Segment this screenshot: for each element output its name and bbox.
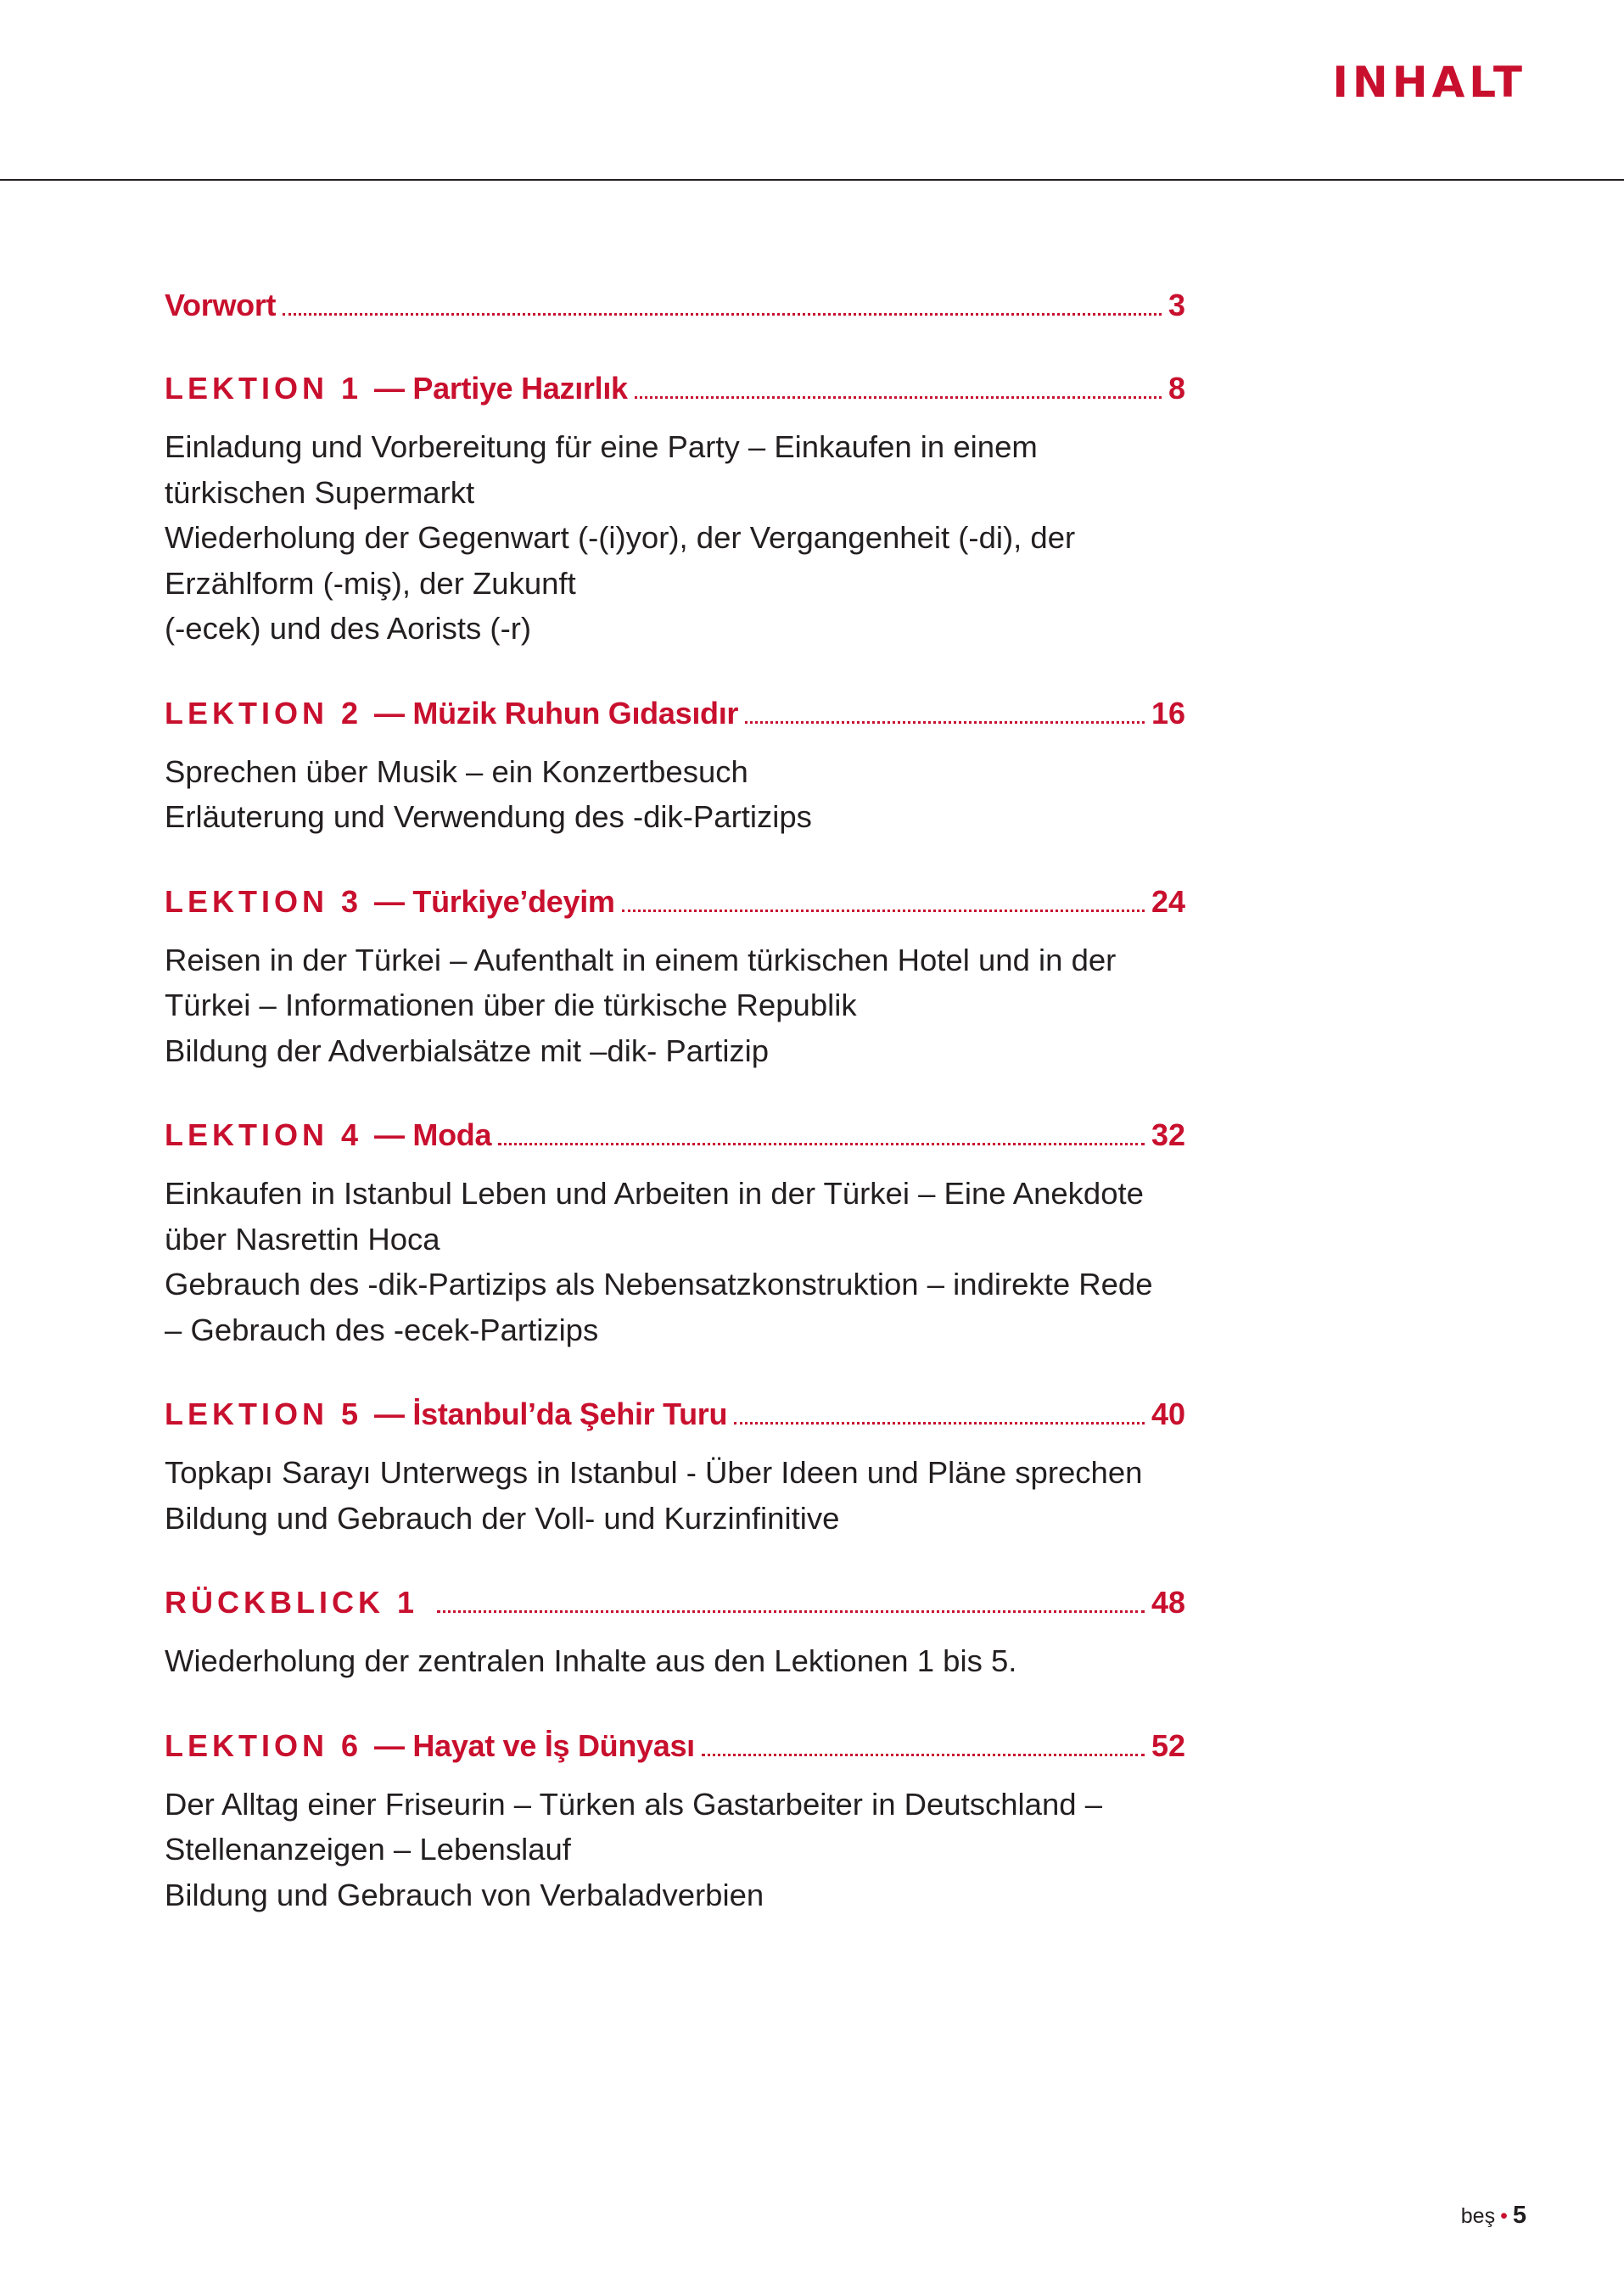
dot-leader	[635, 396, 1162, 399]
toc-entry-heading[interactable]	[165, 692, 1185, 735]
header-divider	[0, 179, 1624, 181]
toc-entry-description	[165, 1638, 1185, 1684]
footer-bullet: •	[1500, 2204, 1508, 2228]
description-line: Wiederholung der zentralen Inhalte aus den Lektionen 1 bis 5.	[165, 1643, 1017, 1678]
toc-entry-heading[interactable]	[165, 1114, 1185, 1156]
toc-entry-page: 3	[1168, 288, 1185, 322]
description-line: Bildung der Adverbialsätze mit –dik- Partizip	[165, 1033, 770, 1068]
toc-entry-heading[interactable]	[165, 1581, 1185, 1624]
toc-entry-title: — Türkiye’deyim	[374, 883, 615, 919]
toc-entry-page: 16	[1151, 695, 1185, 730]
toc-entry-keyword: LEKTION 6	[165, 1727, 363, 1763]
toc-entry-page: 32	[1151, 1117, 1185, 1152]
toc-entry-title: — Müzik Ruhun Gıdasıdır	[374, 695, 739, 730]
description-line: – Gebrauch des -ecek-Partizips	[165, 1312, 599, 1347]
toc-entry-keyword: LEKTION 3	[165, 883, 363, 919]
description-line: (-ecek) und des Aorists (-r)	[165, 611, 532, 646]
toc-entry-heading[interactable]	[165, 1725, 1185, 1767]
table-of-contents	[165, 284, 1185, 1958]
description-line: Einladung und Vorbereitung für eine Party – Einkaufen in einem	[165, 429, 1038, 464]
toc-entry-keyword: LEKTION 5	[165, 1397, 363, 1431]
description-line: Bildung und Gebrauch der Voll- und Kurzinfinitive	[165, 1500, 840, 1536]
description-line: Erzählform (-miş), der Zukunft	[165, 565, 576, 601]
description-line: Einkaufen in Istanbul Leben und Arbeiten in der Türkei – Eine Anekdote	[165, 1176, 1144, 1211]
toc-entry-description	[165, 424, 1185, 652]
toc-entry-title: Vorwort	[165, 288, 277, 322]
toc-entry-keyword: LEKTION 2	[165, 695, 363, 730]
toc-entry-description	[165, 749, 1185, 840]
toc-entry	[165, 881, 1185, 1074]
toc-entry-description	[165, 1782, 1185, 1918]
toc-entry	[165, 1393, 1185, 1541]
dot-leader	[622, 910, 1145, 912]
description-line: Stellenanzeigen – Lebenslauf	[165, 1832, 571, 1867]
toc-entry	[165, 692, 1185, 840]
toc-entry-keyword: LEKTION 1	[165, 371, 363, 406]
description-line: türkischen Supermarkt	[165, 474, 475, 510]
description-line: Gebrauch des -dik-Partizips als Nebensatzkonstruktion – indirekte Rede	[165, 1267, 1153, 1301]
page-footer	[1461, 2202, 1526, 2230]
toc-entry-heading[interactable]	[165, 367, 1185, 410]
dot-leader	[745, 721, 1145, 724]
toc-entry	[165, 284, 1185, 327]
toc-entry-heading[interactable]	[165, 1393, 1185, 1436]
description-line: Sprechen über Musik – ein Konzertbesuch	[165, 753, 748, 789]
description-line: Erläuterung und Verwendung des -dik-Partizips	[165, 799, 812, 834]
footer-page-word: beş	[1460, 2204, 1496, 2228]
toc-entry-page: 40	[1151, 1397, 1185, 1431]
toc-entry-title: — Moda	[374, 1117, 492, 1152]
footer-page-number: 5	[1512, 2202, 1526, 2229]
toc-entry-description	[165, 938, 1185, 1074]
toc-entry-title: — Partiye Hazırlık	[374, 371, 628, 406]
description-line: Bildung und Gebrauch von Verbaladverbien	[165, 1877, 764, 1912]
toc-entry	[165, 1581, 1185, 1684]
description-line: Wiederholung der Gegenwart (-(i)yor), der Vergangenheit (-di), der	[165, 520, 1076, 555]
toc-entry	[165, 1725, 1185, 1918]
description-line: Der Alltag einer Friseurin – Türken als Gastarbeiter in Deutschland –	[165, 1786, 1102, 1822]
toc-entry-heading[interactable]	[165, 284, 1185, 327]
toc-entry-description	[165, 1171, 1185, 1352]
toc-entry-title: — İstanbul’da Şehir Turu	[374, 1397, 728, 1431]
dot-leader	[702, 1754, 1145, 1756]
description-line: über Nasrettin Hoca	[165, 1221, 440, 1257]
dot-leader	[437, 1610, 1145, 1613]
toc-entry-page: 52	[1151, 1727, 1185, 1763]
toc-entry-description	[165, 1450, 1185, 1541]
description-line: Reisen in der Türkei – Aufenthalt in einem türkischen Hotel und in der	[165, 942, 1117, 977]
dot-leader	[498, 1143, 1145, 1145]
description-line: Türkei – Informationen über die türkische Republik	[165, 988, 857, 1022]
toc-entry-page: 8	[1168, 371, 1185, 406]
toc-entry-page: 48	[1151, 1585, 1185, 1620]
description-line: Topkapı Sarayı Unterwegs in Istanbul - Über Ideen und Pläne sprechen	[165, 1455, 1143, 1490]
toc-entry-keyword: RÜCKBLICK 1	[165, 1585, 419, 1620]
toc-entry	[165, 1114, 1185, 1352]
toc-entry	[165, 367, 1185, 652]
toc-entry-heading[interactable]	[165, 881, 1185, 923]
toc-entry-title: — Hayat ve İş Dünyası	[374, 1727, 695, 1763]
page-header-title: INHALT	[1332, 58, 1526, 107]
dot-leader	[283, 313, 1162, 316]
toc-entry-page: 24	[1151, 883, 1185, 919]
dot-leader	[734, 1422, 1145, 1425]
toc-entry-keyword: LEKTION 4	[165, 1117, 363, 1152]
